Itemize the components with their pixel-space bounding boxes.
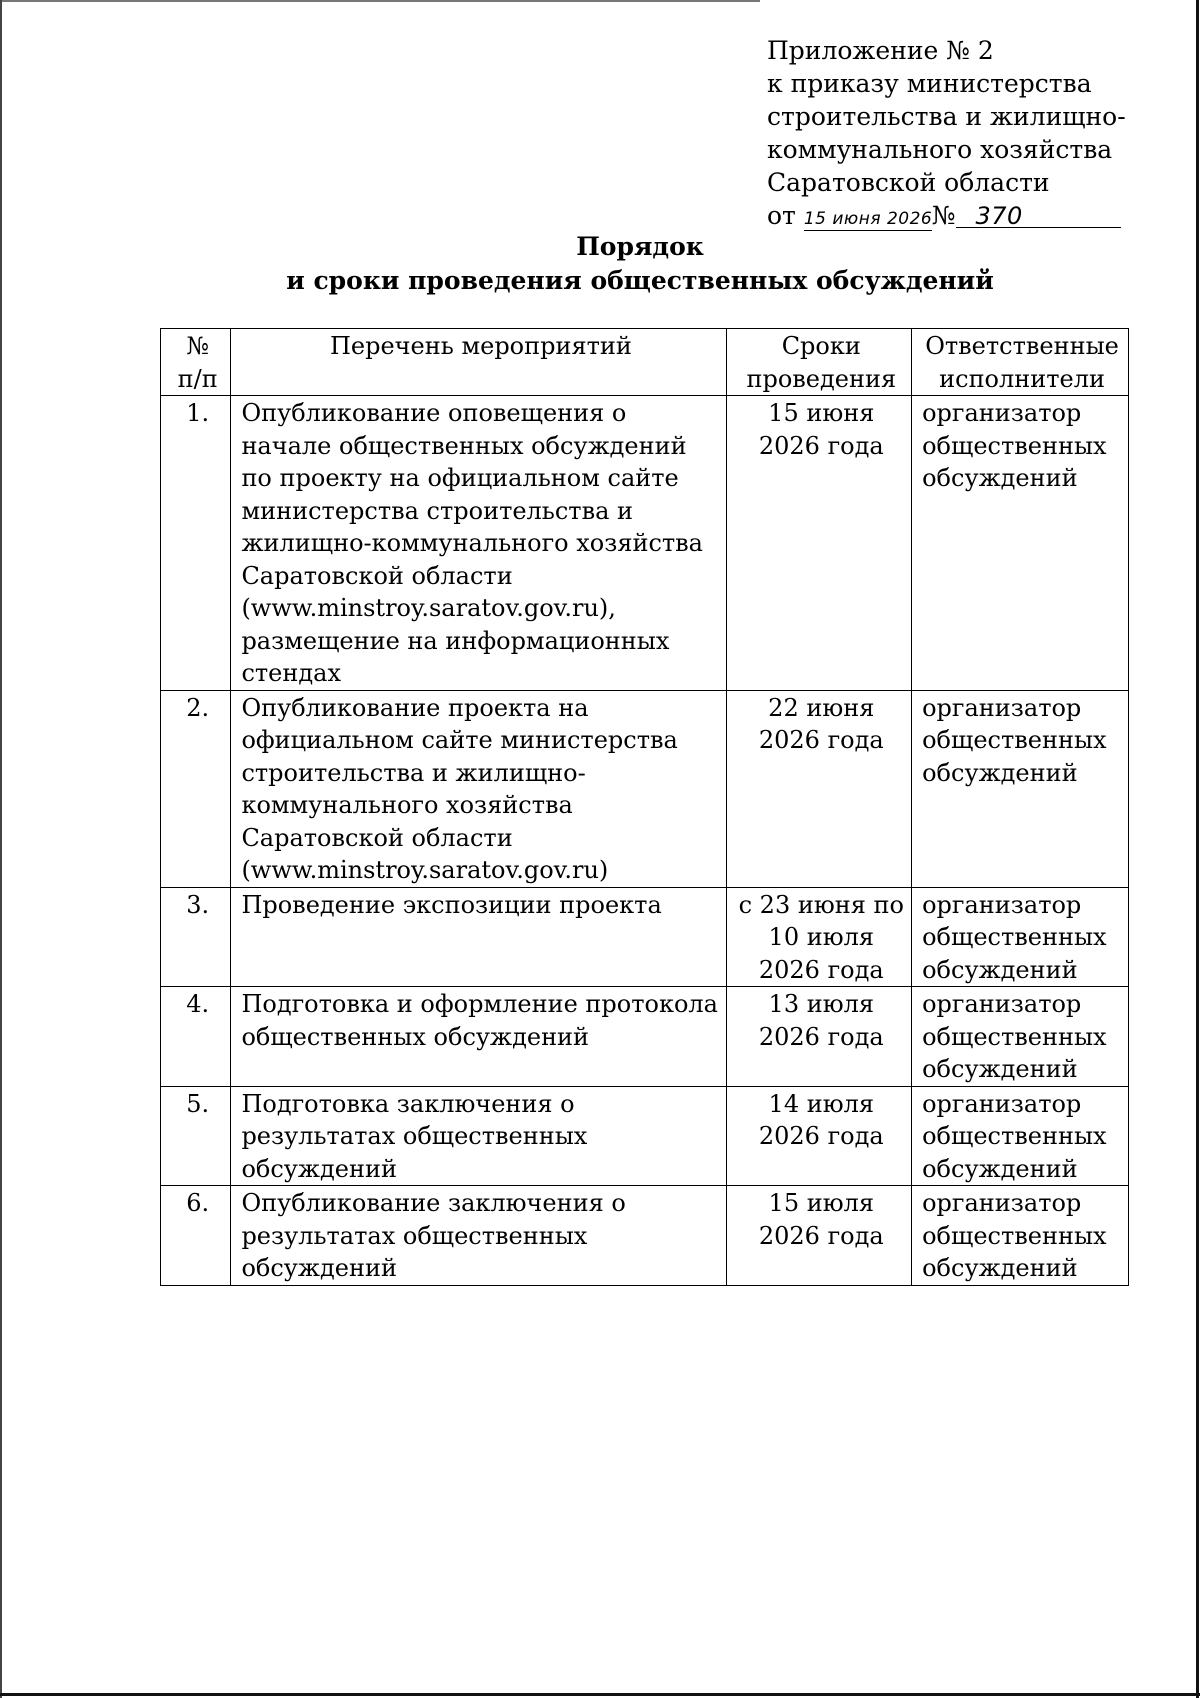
row-dates: 13 июля 2026 года <box>727 987 912 1087</box>
row-activity: Подготовка и оформление протокола общественных обсуждений <box>231 987 727 1087</box>
row-num: 5. <box>161 1086 231 1186</box>
row-responsible: организатор общественных обсуждений <box>912 887 1129 987</box>
table-row <box>161 690 1129 887</box>
appendix-line: Приложение № 2 <box>767 36 994 65</box>
appendix-line: строительства и жилищно- <box>767 102 1126 131</box>
document-title <box>0 230 1200 298</box>
header-num <box>161 329 231 396</box>
from-label: от <box>767 201 796 230</box>
row-activity: Опубликование оповещения о начале общественных обсуждений по проекту на официальном сайте министерства строительства и жилищно-коммунального хозяйства Саратовской области (www.minstroy.saratov.gov.ru), размещение на информационных стендах <box>231 396 727 691</box>
scan-border-bottom <box>0 1693 1200 1696</box>
table-row <box>161 987 1129 1087</box>
appendix-line: Саратовской области <box>767 168 1050 197</box>
table-row <box>161 1086 1129 1186</box>
row-num: 2. <box>161 690 231 887</box>
row-dates: 14 июля 2026 года <box>727 1086 912 1186</box>
row-activity: Опубликование заключения о результатах общественных обсуждений <box>231 1186 727 1286</box>
row-dates: 15 июля 2026 года <box>727 1186 912 1286</box>
title-line-2: и сроки проведения общественных обсуждений <box>286 266 994 295</box>
order-date-number-line <box>767 199 1167 232</box>
row-dates: 15 июня 2026 года <box>727 396 912 691</box>
table-row <box>161 887 1129 987</box>
row-num: 3. <box>161 887 231 987</box>
table-header-row <box>161 329 1129 396</box>
header-activity: Перечень мероприятий <box>231 329 727 396</box>
appendix-header <box>767 34 1167 232</box>
row-responsible: организатор общественных обсуждений <box>912 396 1129 691</box>
appendix-line: к приказу министерства <box>767 69 1092 98</box>
number-label: № <box>931 201 956 230</box>
appendix-line: коммунального хозяйства <box>767 135 1113 164</box>
row-activity: Проведение экспозиции проекта <box>231 887 727 987</box>
row-responsible: организатор общественных обсуждений <box>912 1186 1129 1286</box>
header-responsible: Ответственные исполнители <box>912 329 1129 396</box>
row-num: 6. <box>161 1186 231 1286</box>
row-dates: 22 июня 2026 года <box>727 690 912 887</box>
row-responsible: организатор общественных обсуждений <box>912 1086 1129 1186</box>
row-responsible: организатор общественных обсуждений <box>912 987 1129 1087</box>
scan-border-top <box>0 0 760 2</box>
row-dates: с 23 июня по 10 июля 2026 года <box>727 887 912 987</box>
row-num: 1. <box>161 396 231 691</box>
table-row <box>161 1186 1129 1286</box>
handwritten-order-number: 370 <box>956 205 1121 228</box>
schedule-table <box>160 328 1129 1286</box>
table-row <box>161 396 1129 691</box>
row-num: 4. <box>161 987 231 1087</box>
row-activity: Опубликование проекта на официальном сайте министерства строительства и жилищно-коммунального хозяйства Саратовской области (www.minstroy.saratov.gov.ru) <box>231 690 727 887</box>
handwritten-date: 15 июня 2026 <box>803 209 933 229</box>
row-responsible: организатор общественных обсуждений <box>912 690 1129 887</box>
row-activity: Подготовка заключения о результатах общественных обсуждений <box>231 1086 727 1186</box>
header-dates: Сроки проведения <box>727 329 912 396</box>
title-line-1: Порядок <box>576 232 704 261</box>
header-num-label: № п/п <box>177 332 218 393</box>
